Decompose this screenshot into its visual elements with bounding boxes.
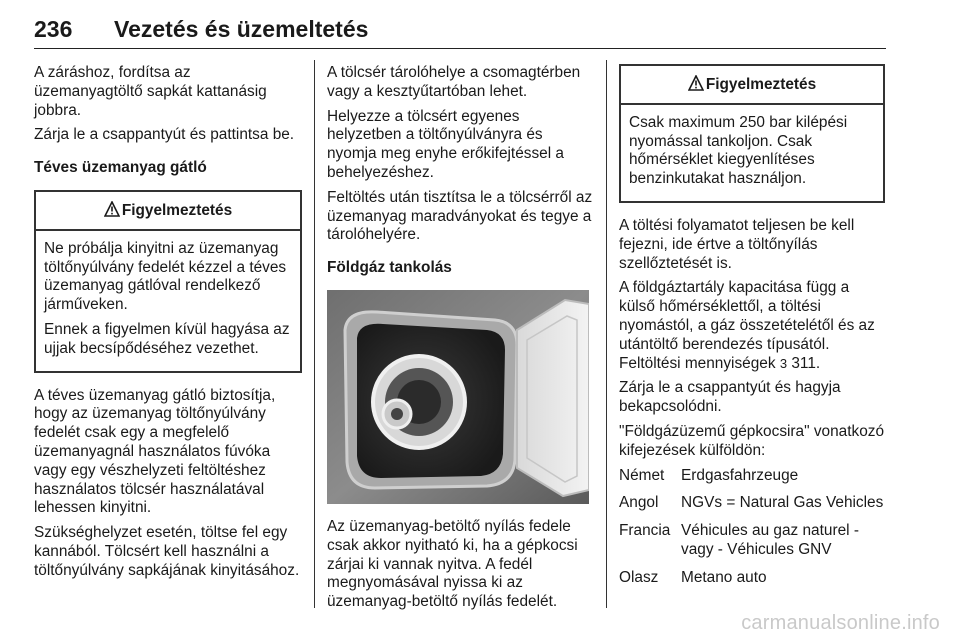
section-heading: Téves üzemanyag gátló: [34, 159, 207, 177]
paragraph: A téves üzemanyag gátló biztosítja, hogy az üzemanyag töltőnyúlvány fedelét csak egy a megfelelő üzemanyagnál használatos fúvóka vagy egy vészhelyzeti feltöltéshez használatos tölcsér használatával lehessen kinyitni.: [34, 386, 276, 517]
paragraph: Zárja le a csappantyút és pattintsa be.: [34, 126, 295, 144]
column-3: [619, 64, 885, 597]
page-reference-icon: 3: [779, 355, 788, 371]
warning-triangle-icon: [688, 75, 704, 91]
column-1: [34, 64, 302, 587]
warning-box: [619, 64, 885, 203]
term-name: Erdgasfahrzeuge: [681, 466, 799, 484]
section-heading: Földgáz tankolás: [327, 259, 452, 277]
term-name: NGVs = Natural Gas Vehicles: [681, 494, 884, 512]
term-name: Metano auto: [681, 568, 767, 586]
warning-body: [621, 105, 883, 201]
column-divider-1: [314, 60, 315, 608]
warning-body: [36, 231, 300, 371]
warning-box: [34, 190, 302, 373]
column-divider-2: [606, 60, 607, 608]
table-row: [619, 522, 885, 560]
paragraph: Feltöltés után tisztítsa le a tölcsérről az üzemanyag maradványokat és tegye a tárolóhelyére.: [327, 188, 593, 244]
warning-title: [36, 192, 300, 231]
paragraph: [619, 279, 885, 373]
table-row: [619, 467, 885, 486]
paragraph: A töltési folyamatot teljesen be kell fejezni, ide értve a töltőnyílás szellőztetését is.: [619, 216, 855, 272]
term-language: Olasz: [619, 568, 659, 586]
paragraph: A záráshoz, fordítsa az üzemanyagtöltő sapkát kattanásig jobbra.: [34, 64, 267, 119]
table-row: [619, 494, 885, 513]
chapter-title: Vezetés és üzemeltetés: [114, 16, 369, 42]
watermark: carmanualsonline.info: [741, 612, 940, 634]
warning-paragraph: Csak maximum 250 bar kilépési nyomással tankoljon. Csak hőmérséklet kiegyenlítéses benzinkutakat használjon.: [629, 113, 848, 188]
paragraph: A tölcsér tárolóhelye a csomagtérben vagy a kesztyűtartóban lehet.: [327, 64, 581, 100]
warning-paragraph: Ennek a figyelmen kívül hagyása az ujjak becsípődéséhez vezethet.: [44, 320, 290, 357]
paragraph: "Földgázüzemű gépkocsira" vonatkozó kifejezések külföldön:: [619, 422, 885, 459]
fuel-filler-photo: [327, 290, 589, 504]
terms-table: [619, 467, 885, 588]
page-header: [34, 10, 886, 50]
warning-title-text: Figyelmeztetés: [705, 76, 817, 93]
paragraph: Helyezze a tölcsért egyenes helyzetben a töltőnyúlványra és nyomja meg enyhe erőkifejtéssel a behelyezéshez.: [327, 107, 564, 181]
paragraph: Szükséghelyzet esetén, töltse fel egy kannából. Tölcsért kell használni a töltőnyúlvány sapkájának kinyitásához.: [34, 524, 300, 579]
header-divider: [34, 48, 886, 49]
column-2: [327, 64, 593, 618]
warning-triangle-icon: [104, 201, 120, 217]
term-name: Véhicules au gaz naturel - vagy - Véhicules GNV: [681, 522, 859, 558]
page-reference[interactable]: 311.: [791, 354, 821, 372]
paragraph-text: A földgáztartály kapacitása függ a külső hőmérséklettől, a töltési nyomástól, a gáz összetételétől és az utántöltő berendezés típusától. Feltöltési mennyiségek: [619, 279, 875, 372]
page-number: 236: [34, 16, 73, 42]
warning-title: [621, 66, 883, 105]
image-caption: Az üzemanyag-betöltő nyílás fedele csak akkor nyitható ki, ha a gépkocsi zárjai ki vannak nyitva. A fedél megnyomásával nyissa ki az üzemanyag-betöltő nyílás fedelét.: [327, 517, 578, 611]
table-row: [619, 569, 885, 588]
term-language: Német: [619, 466, 665, 484]
warning-paragraph: Ne próbálja kinyitni az üzemanyag töltőnyúlvány fedelét kézzel a téves üzemanyag gátlóval rendelkező járműveken.: [44, 239, 287, 314]
paragraph: Zárja le a csappantyút és hagyja bekapcsolódni.: [619, 379, 841, 416]
term-language: Francia: [619, 522, 671, 540]
term-language: Angol: [619, 494, 659, 512]
warning-title-text: Figyelmeztetés: [121, 201, 233, 219]
